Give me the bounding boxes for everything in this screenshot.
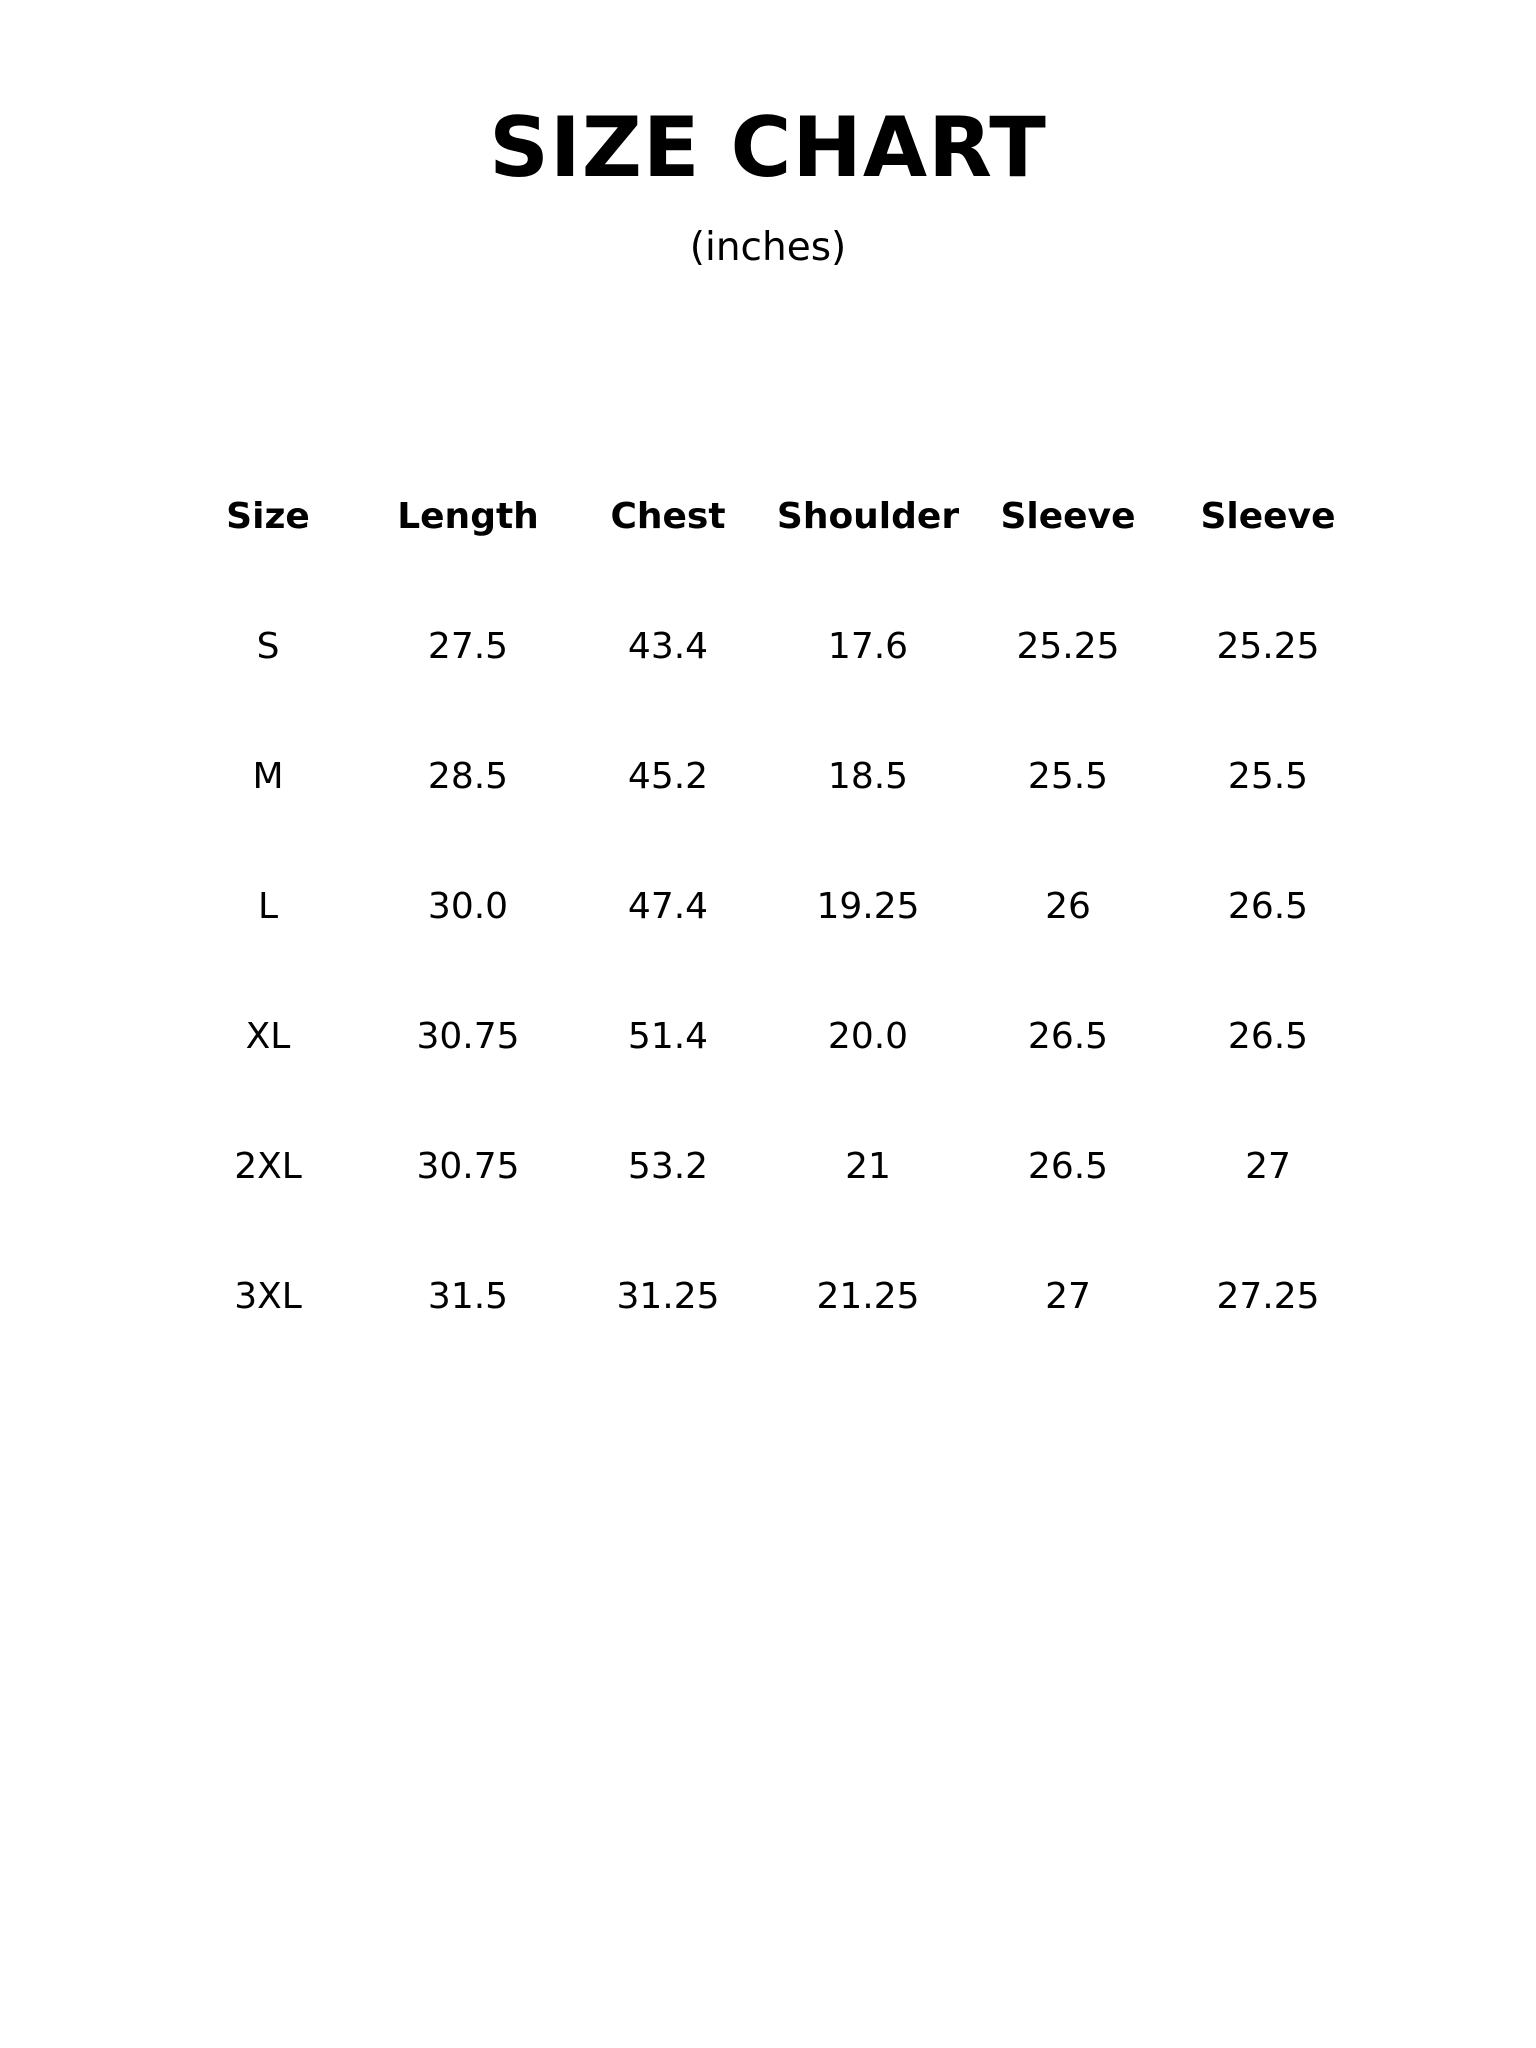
header-length: Length [397,496,539,537]
table-row [168,972,1368,1102]
table-cell: 30.75 [416,1016,520,1057]
table-cell: 26.5 [1227,886,1309,927]
table-row [168,1232,1368,1362]
header-size: Size [226,496,310,537]
table-cell: 30.0 [427,886,509,927]
table-cell: 51.4 [627,1016,709,1057]
table-row [168,712,1368,842]
header-chest: Chest [610,496,726,537]
table-cell: 45.2 [627,756,709,797]
table-row [168,1102,1368,1232]
table-cell: 21 [845,1146,891,1187]
table-cell: 26 [1045,886,1091,927]
table-cell: 19.25 [816,886,920,927]
table-cell: 27.5 [427,626,509,667]
table-cell: 25.25 [1216,626,1320,667]
table-cell: 30.75 [416,1146,520,1187]
table-cell: L [257,886,279,927]
header-sleeve: Sleeve [1000,496,1136,537]
table-cell: 27 [1245,1146,1291,1187]
table-cell: M [252,756,284,797]
table-row [168,842,1368,972]
header-sleeve-2: Sleeve [1200,496,1336,537]
table-cell: 18.5 [827,756,909,797]
table-cell: 21.25 [816,1276,920,1317]
table-header-row [168,452,1368,582]
table-cell: 43.4 [627,626,709,667]
table-cell: 25.25 [1016,626,1120,667]
table-cell: 26.5 [1027,1146,1109,1187]
size-table [168,452,1368,1362]
table-cell: XL [245,1016,291,1057]
table-cell: 31.25 [616,1276,720,1317]
table-cell: 25.5 [1227,756,1309,797]
table-cell: 25.5 [1027,756,1109,797]
units-subtitle: (inches) [689,225,847,270]
table-cell: 20.0 [827,1016,909,1057]
table-cell: 53.2 [627,1146,709,1187]
table-cell: 28.5 [427,756,509,797]
table-cell: 31.5 [427,1276,509,1317]
table-cell: 2XL [234,1146,302,1187]
table-cell: 3XL [234,1276,302,1317]
table-cell: 27.25 [1216,1276,1320,1317]
table-cell: 47.4 [627,886,709,927]
table-row [168,582,1368,712]
table-cell: 26.5 [1027,1016,1109,1057]
table-cell: S [256,626,280,667]
table-cell: 26.5 [1227,1016,1309,1057]
page-title: SIZE CHART [489,99,1047,196]
table-cell: 27 [1045,1276,1091,1317]
table-cell: 17.6 [827,626,909,667]
header-shoulder: Shoulder [776,496,960,537]
